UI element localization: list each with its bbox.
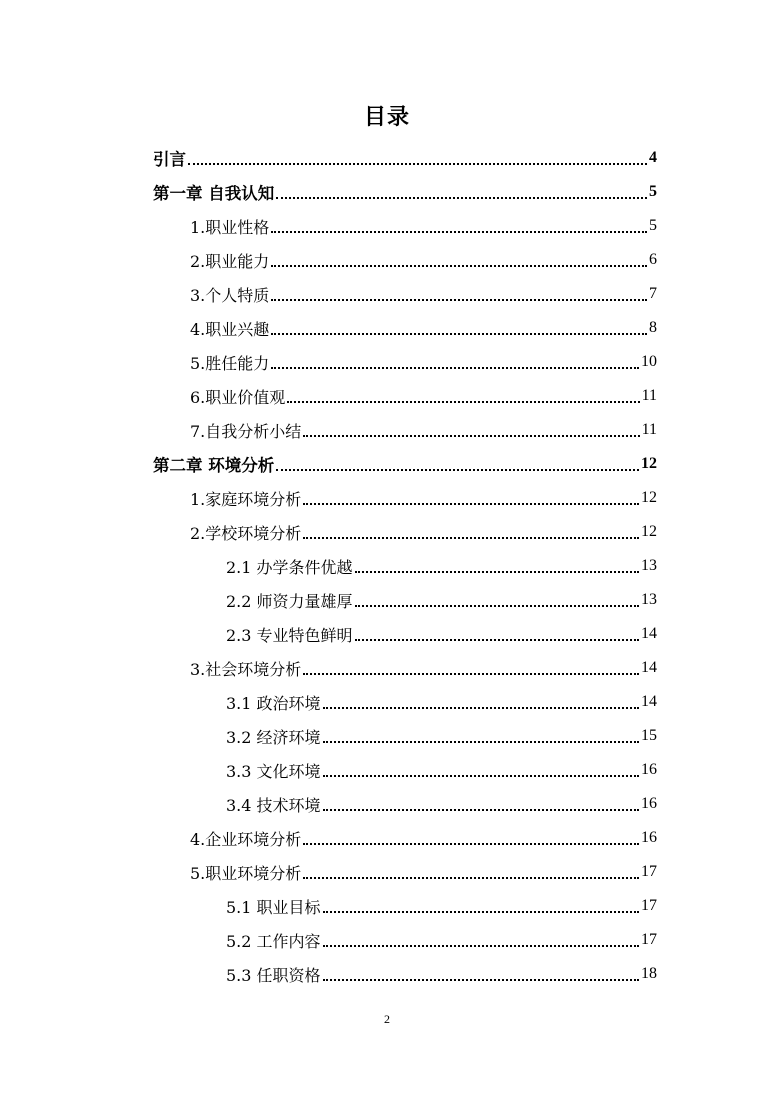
toc-entry-text: 3.社会环境分析 xyxy=(190,659,302,679)
toc-entry[interactable] xyxy=(0,277,774,311)
toc-entry[interactable] xyxy=(0,175,774,209)
toc-entry-page: 6 xyxy=(649,251,657,268)
toc-entry-text: 1.职业性格 xyxy=(190,217,270,237)
toc-entry-page: 17 xyxy=(641,897,657,914)
dot-leader xyxy=(287,401,639,403)
toc-entry-text: 3.3 文化环境 xyxy=(226,761,321,781)
toc-title: 目录 xyxy=(363,104,410,130)
toc-entry[interactable] xyxy=(0,923,774,957)
toc-entry-page: 14 xyxy=(641,625,657,642)
dot-leader xyxy=(276,469,639,471)
toc-entry[interactable] xyxy=(0,957,774,991)
toc-entry-text: 2.1 办学条件优越 xyxy=(226,557,353,577)
toc-entry[interactable] xyxy=(0,209,774,243)
toc-entry-text: 5.职业环境分析 xyxy=(190,863,302,883)
toc-entry-page: 12 xyxy=(641,489,657,506)
dot-leader xyxy=(271,265,647,267)
toc-entry-text: 4.职业兴趣 xyxy=(190,319,270,339)
toc-entry-page: 11 xyxy=(641,421,657,438)
toc-entry[interactable] xyxy=(0,753,774,787)
toc-entry[interactable] xyxy=(0,345,774,379)
toc-entry-text: 2.3 专业特色鲜明 xyxy=(226,625,353,645)
toc-entry-page: 16 xyxy=(641,829,657,846)
dot-leader xyxy=(323,707,639,709)
dot-leader xyxy=(303,503,639,505)
dot-leader xyxy=(355,571,639,573)
toc-entry-page: 4 xyxy=(649,149,657,166)
toc-entry-text: 4.企业环境分析 xyxy=(190,829,302,849)
dot-leader xyxy=(271,299,647,301)
toc-entry-text: 7.自我分析小结 xyxy=(190,421,302,441)
toc-entry[interactable] xyxy=(0,719,774,753)
toc-entry-text: 5.2 工作内容 xyxy=(226,931,321,951)
toc-entry-text: 2.2 师资力量雄厚 xyxy=(226,591,353,611)
toc-entry[interactable] xyxy=(0,379,774,413)
toc-entry-page: 8 xyxy=(649,319,657,336)
dot-leader xyxy=(303,537,639,539)
toc-entry[interactable] xyxy=(0,447,774,481)
toc-entry-page: 18 xyxy=(641,965,657,982)
toc-entry-page: 15 xyxy=(641,727,657,744)
toc-entry-page: 16 xyxy=(641,795,657,812)
toc-entry[interactable] xyxy=(0,821,774,855)
toc-entry-text: 第一章 自我认知 xyxy=(153,184,275,203)
toc-entry[interactable] xyxy=(0,583,774,617)
dot-leader xyxy=(323,741,639,743)
toc-entry-text: 引言 xyxy=(153,150,186,169)
dot-leader xyxy=(303,435,639,437)
toc-entry-text: 5.胜任能力 xyxy=(190,353,270,373)
toc-entry[interactable] xyxy=(0,549,774,583)
toc-entry-text: 3.1 政治环境 xyxy=(226,693,321,713)
toc-entry-page: 5 xyxy=(649,217,657,234)
toc-entry-page: 17 xyxy=(641,931,657,948)
dot-leader xyxy=(271,333,647,335)
toc-entry[interactable] xyxy=(0,889,774,923)
toc-entry[interactable] xyxy=(0,141,774,175)
table-of-contents xyxy=(0,141,774,991)
dot-leader xyxy=(355,639,639,641)
toc-entry-text: 第二章 环境分析 xyxy=(153,456,275,475)
toc-entry[interactable] xyxy=(0,243,774,277)
dot-leader xyxy=(323,979,639,981)
toc-entry-text: 2.学校环境分析 xyxy=(190,523,302,543)
toc-entry[interactable] xyxy=(0,617,774,651)
dot-leader xyxy=(355,605,639,607)
toc-entry-page: 13 xyxy=(641,591,657,608)
toc-entry[interactable] xyxy=(0,311,774,345)
toc-entry[interactable] xyxy=(0,481,774,515)
toc-entry-page: 12 xyxy=(641,523,657,540)
dot-leader xyxy=(323,809,639,811)
dot-leader xyxy=(188,163,647,165)
dot-leader xyxy=(303,877,639,879)
toc-entry[interactable] xyxy=(0,515,774,549)
toc-entry-page: 12 xyxy=(641,455,657,472)
toc-entry-page: 17 xyxy=(641,863,657,880)
toc-entry-text: 3.个人特质 xyxy=(190,285,270,305)
toc-entry[interactable] xyxy=(0,685,774,719)
toc-entry-text: 3.2 经济环境 xyxy=(226,727,321,747)
toc-entry-text: 3.4 技术环境 xyxy=(226,795,321,815)
dot-leader xyxy=(271,367,639,369)
toc-entry-text: 1.家庭环境分析 xyxy=(190,489,302,509)
dot-leader xyxy=(271,231,647,233)
toc-entry[interactable] xyxy=(0,855,774,889)
toc-entry-text: 6.职业价值观 xyxy=(190,387,286,407)
dot-leader xyxy=(323,911,639,913)
dot-leader xyxy=(323,775,639,777)
toc-entry-page: 10 xyxy=(641,353,657,370)
dot-leader xyxy=(303,673,639,675)
toc-entry-page: 13 xyxy=(641,557,657,574)
toc-entry-text: 5.3 任职资格 xyxy=(226,965,321,985)
toc-entry-page: 16 xyxy=(641,761,657,778)
page-number: 2 xyxy=(384,1012,390,1026)
toc-entry[interactable] xyxy=(0,651,774,685)
toc-entry-page: 11 xyxy=(641,387,657,404)
toc-entry-page: 5 xyxy=(649,183,657,200)
dot-leader xyxy=(303,843,639,845)
toc-entry-page: 14 xyxy=(641,693,657,710)
dot-leader xyxy=(276,197,647,199)
dot-leader xyxy=(323,945,639,947)
toc-entry-page: 14 xyxy=(641,659,657,676)
toc-entry-text: 5.1 职业目标 xyxy=(226,897,321,917)
toc-entry[interactable] xyxy=(0,787,774,821)
toc-entry-text: 2.职业能力 xyxy=(190,251,270,271)
toc-entry[interactable] xyxy=(0,413,774,447)
toc-entry-page: 7 xyxy=(649,285,657,302)
